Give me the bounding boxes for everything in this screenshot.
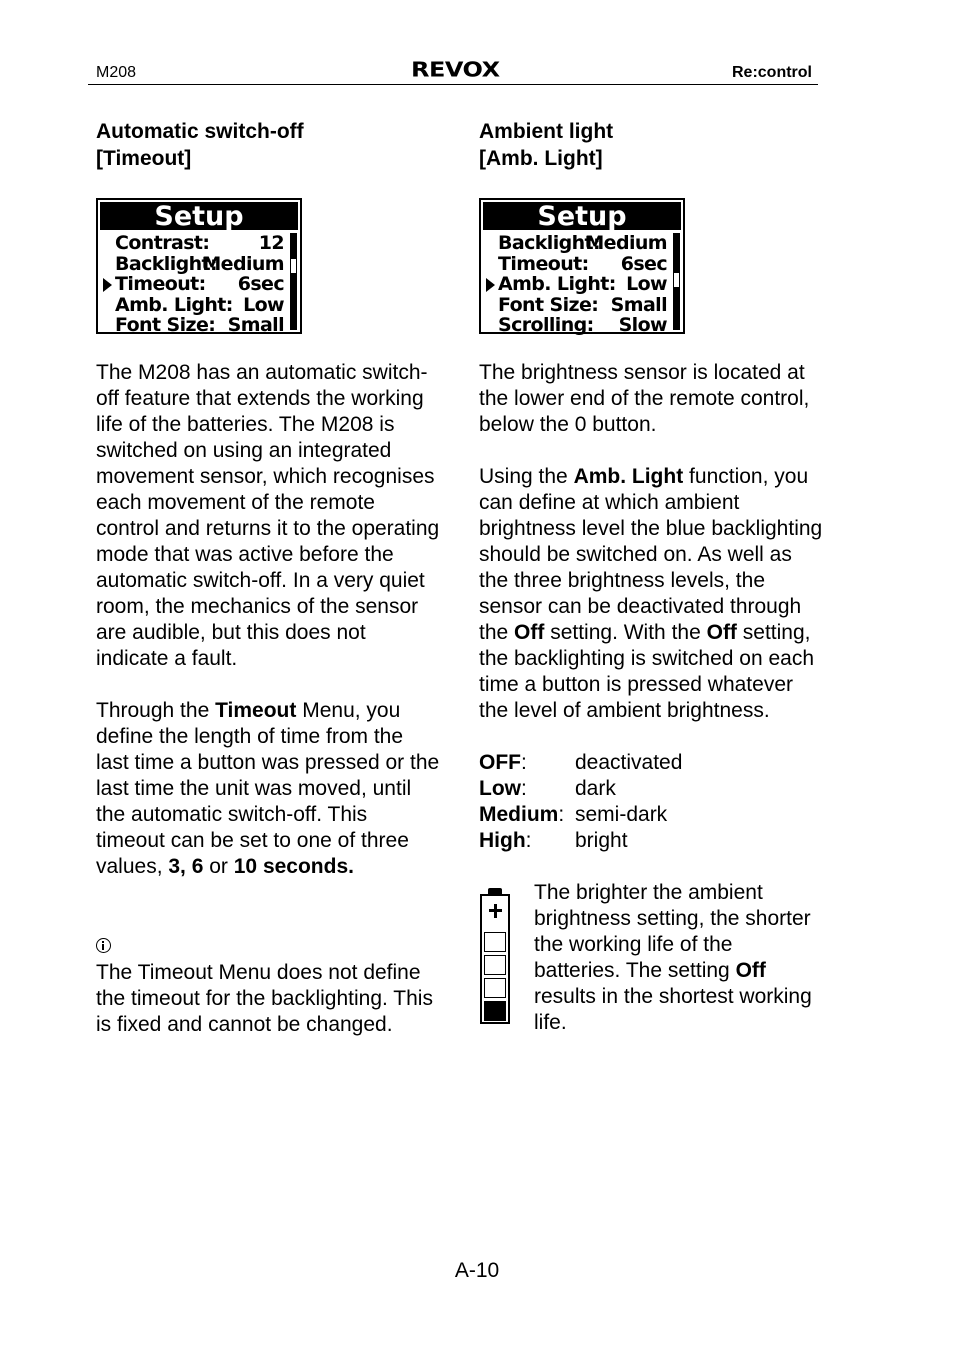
text-bold: 3, 6	[168, 855, 204, 878]
section-title-tag: [Timeout]	[96, 147, 192, 170]
definition-row	[479, 828, 824, 854]
text-bold: Timeout	[215, 699, 297, 722]
definition-desc: dark	[575, 777, 616, 800]
info-note	[96, 932, 441, 1038]
section-title-timeout	[96, 118, 441, 172]
page-header	[88, 58, 818, 85]
term-sep: :	[521, 777, 527, 800]
lcd-row	[498, 295, 667, 315]
text-run: Menu, you define the length of time from the last time a button was pressed or the last time the unit was moved, until the automatic switch-off. This timeout can be set to one of three values,	[96, 699, 440, 878]
lcd-row-label: Backlight:	[115, 253, 218, 275]
term-bold: OFF	[479, 751, 521, 774]
term-sep: :	[525, 829, 532, 852]
lcd-row-value: Medium	[202, 253, 284, 275]
definition-desc: deactivated	[575, 751, 683, 774]
definition-desc: semi-dark	[575, 803, 668, 826]
text-run: The brighter the ambient brightness setting, the shorter the working life of the batteries. The setting	[534, 881, 811, 982]
lcd-setup-ambient	[479, 198, 685, 334]
ambient-paragraph-1: The brightness sensor is located at the lower end of the remote control, below the 0 button.	[479, 361, 810, 436]
info-note-text: The Timeout Menu does not define the timeout for the backlighting. This is fixed and cannot be changed.	[96, 961, 433, 1036]
lcd-row-label: Amb. Light:	[115, 294, 233, 316]
right-column	[479, 118, 824, 1040]
text-run: or	[203, 855, 234, 878]
definition-term	[479, 750, 527, 776]
battery-segment	[484, 955, 506, 975]
definition-row	[479, 750, 824, 776]
term-bold: High	[479, 829, 526, 852]
timeout-paragraph-2	[96, 698, 441, 880]
term-sep: :	[521, 751, 527, 774]
lcd-title: Setup	[483, 202, 681, 230]
page-number: A-10	[454, 1259, 500, 1282]
lcd-cursor-icon	[486, 278, 495, 292]
text-run: Using the	[479, 465, 574, 488]
lcd-scroll-thumb	[291, 259, 296, 273]
lcd-row-label: Font Size:	[115, 314, 216, 336]
ambient-levels-list	[479, 750, 824, 854]
lcd-row-label: Backlight:	[498, 232, 601, 254]
revox-logo: REVOX	[411, 58, 500, 82]
info-icon	[96, 938, 111, 953]
lcd-row-value: 6sec	[620, 253, 667, 275]
text-run: setting, the backlighting is switched on each time a button is pressed whatever the level of ambient brightness.	[479, 621, 815, 722]
text-run: function, you can define at which ambient brightness level the blue backlighting should be switched on. As well as the three brightness levels, the sensor can be deactivated through the	[479, 465, 823, 644]
lcd-row-value: Low	[626, 273, 667, 295]
battery-segment-filled	[484, 1001, 506, 1021]
definition-term	[479, 828, 532, 854]
lcd-scrollbar	[290, 233, 297, 330]
header-product: Re:control	[732, 64, 812, 81]
term-sep: :	[558, 803, 565, 826]
text-bold: Amb. Light	[573, 465, 684, 488]
lcd-row	[498, 233, 667, 253]
lcd-row	[115, 295, 284, 315]
term-bold: Low	[479, 777, 521, 800]
lcd-row-selected	[115, 274, 284, 294]
section-title-ambient	[479, 118, 824, 172]
lcd-row	[498, 254, 667, 274]
battery-icon	[480, 888, 510, 1022]
section-title-line: Ambient light	[479, 120, 614, 143]
lcd-row-value: Slow	[618, 314, 667, 336]
lcd-row-value: Small	[227, 314, 284, 336]
lcd-row-value: Low	[243, 294, 284, 316]
battery-body	[480, 894, 510, 1024]
lcd-row	[115, 254, 284, 274]
battery-plus-icon	[489, 904, 501, 916]
lcd-row-value: Medium	[585, 232, 667, 254]
lcd-setup-timeout	[96, 198, 302, 334]
term-bold: Medium	[479, 803, 559, 826]
text-run: Through the	[96, 699, 216, 722]
text-bold: 10 seconds.	[233, 855, 354, 878]
lcd-row-value: 6sec	[237, 273, 284, 295]
definition-term	[479, 776, 527, 802]
lcd-row-value: Small	[610, 294, 667, 316]
lcd-row-label: Amb. Light:	[498, 273, 616, 295]
definition-row	[479, 802, 824, 828]
lcd-scroll-thumb	[674, 273, 679, 287]
definition-row	[479, 776, 824, 802]
lcd-title: Setup	[100, 202, 298, 230]
text-bold: Off	[706, 621, 737, 644]
timeout-paragraph-1: The M208 has an automatic switch-off feature that extends the working life of the batteries. The M208 is switched on using an integrated movement sensor, which recognises each movement of the remote control and returns it to the operating mode that was active before the automatic switch-off. In a very quiet room, the mechanics of the sensor are audible, but this does not indicate a fault.	[96, 361, 440, 670]
text-bold: Off	[514, 621, 545, 644]
definition-term	[479, 802, 564, 828]
lcd-row-selected	[498, 274, 667, 294]
lcd-row	[115, 233, 284, 253]
lcd-row-label: Scrolling:	[498, 314, 594, 336]
lcd-row	[115, 315, 284, 335]
lcd-row-label: Timeout:	[498, 253, 589, 275]
lcd-row-value: 12	[258, 232, 284, 254]
lcd-scrollbar	[673, 233, 680, 330]
section-title-line: Automatic switch-off	[96, 120, 304, 143]
battery-segment	[484, 978, 506, 998]
ambient-paragraph-2	[479, 464, 824, 724]
definition-desc: bright	[575, 829, 628, 852]
text-run: results in the shortest working life.	[534, 985, 812, 1034]
left-column	[96, 118, 441, 1038]
text-run: setting. With the	[544, 621, 707, 644]
lcd-row-label: Font Size:	[498, 294, 599, 316]
header-model: M208	[96, 64, 137, 81]
lcd-row-label: Timeout:	[115, 273, 206, 295]
battery-segment	[484, 932, 506, 952]
lcd-cursor-icon	[103, 278, 112, 292]
section-title-tag: [Amb. Light]	[479, 147, 603, 170]
battery-note	[479, 880, 824, 1040]
lcd-row-label: Contrast:	[115, 232, 210, 254]
spacer	[96, 880, 441, 932]
battery-note-text	[534, 880, 824, 1036]
text-bold: Off	[735, 959, 766, 982]
lcd-row	[498, 315, 667, 335]
